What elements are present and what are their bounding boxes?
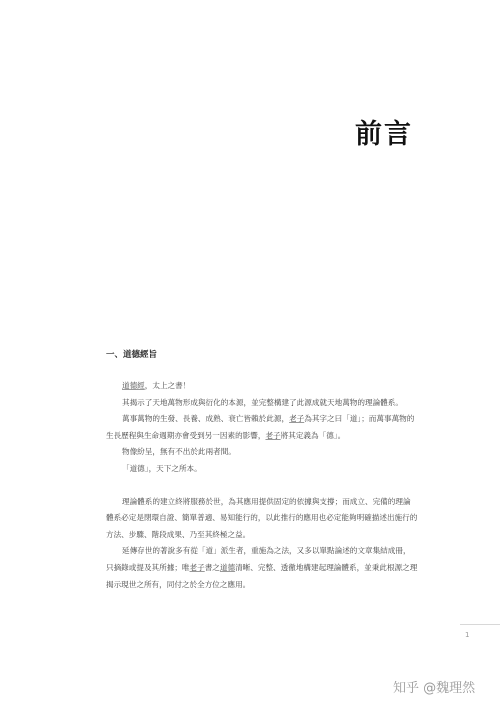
daode-link[interactable]: 道德 [219,562,236,572]
paragraph-1 [106,378,418,395]
body-text [106,378,418,593]
paragraph-7 [106,543,418,593]
paragraph-6: 理論體系的建立終將服務於世，為其應用提供固定的依據與支撐；而成立、完備的理論體系必定是閉環自證、簡單普適、易知能行的，以此推行的應用也必定能夠明確描述出施行的方法、步驟、階段成果、乃至其終極之益。 [106,496,418,539]
paragraph-5: 「道德」，天下之所本。 [122,463,202,473]
paragraph-3-text-a: 萬事萬物的生發、長養、成熟、衰亡皆賴於此源， [122,414,290,424]
book-title-link[interactable]: 道德經 [122,381,145,390]
paragraph-3-text-e: 將其定義為「德」。 [280,430,346,440]
laozi-link[interactable]: 老子 [289,414,305,424]
paragraph-2: 其揭示了天地萬物形成與衍化的本源，並完整構建了此源成就天地萬物的理論體系。 [122,397,403,407]
laozi-link[interactable]: 老子 [189,562,205,572]
paragraph-gap [106,478,418,494]
paragraph-7-text-e: 清晰、完整、透徹地構建起理論體系，並秉此根源之理揭示現世之所有，同付之於全方位之應用。 [106,562,418,589]
page-title: 前言 [355,119,413,150]
page-divider [460,624,500,625]
paragraph-3 [106,411,418,444]
laozi-link[interactable]: 老子 [265,430,281,440]
paragraph-3-text-c: 為其字之曰「道」；而萬事萬物的生長歷程與生命週期亦會受到另一因素的影響， [106,414,415,440]
paragraph-7-text-a: 延傳存世的著說多有從「道」派生者，重施為之法，又多以單點論述的文章集結成冊，只摘錄或提及其所據；唯 [106,546,411,572]
paragraph-1-text: ，太上之書！ [144,381,191,390]
section-heading: 一、道德經旨 [106,350,158,360]
page-number: 1 [465,631,470,639]
zhihu-watermark: 知乎 @魏理然 [393,681,476,696]
paragraph-4: 物像紛呈，無有不出於此兩者間。 [122,447,236,457]
paragraph-7-text-c: 書之 [204,562,220,572]
